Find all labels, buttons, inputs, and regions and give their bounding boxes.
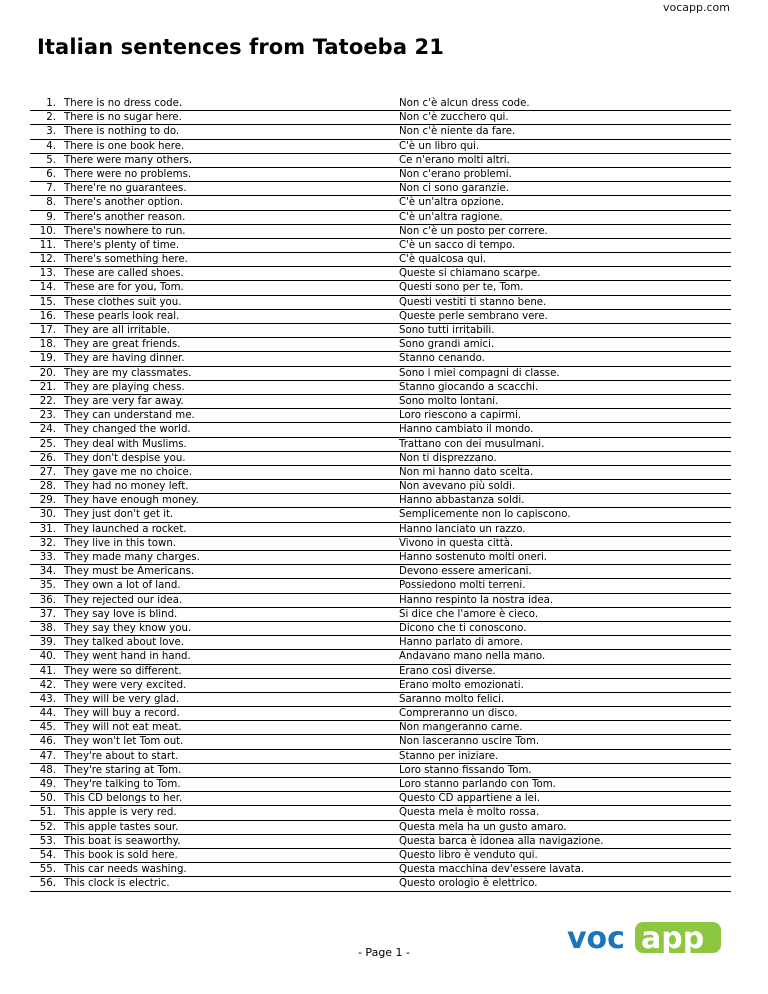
row-number: 9. [46, 211, 56, 223]
english-sentence: They launched a rocket. [64, 523, 187, 535]
row-number: 49. [39, 779, 56, 790]
italian-sentence: Trattano con dei musulmani. [399, 438, 545, 450]
italian-sentence: Non c'è zucchero qui. [399, 112, 509, 124]
italian-sentence: Hanno cambiato il mondo. [399, 424, 534, 436]
italian-sentence: Loro riescono a capirmi. [399, 410, 522, 422]
english-sentence: They just don't get it. [64, 509, 174, 521]
english-sentence: They deal with Muslims. [64, 438, 187, 450]
table-row [30, 565, 731, 579]
italian-sentence: Andavano mano nella mano. [399, 651, 546, 663]
row-number: 54. [39, 849, 56, 861]
row-number: 32. [39, 537, 56, 549]
english-sentence: They will not eat meat. [64, 722, 182, 734]
english-sentence: They made many charges. [64, 552, 200, 563]
table-row [30, 267, 731, 281]
row-number: 38. [39, 622, 56, 634]
table-row [30, 140, 731, 154]
italian-sentence: Hanno respinto la nostra idea. [399, 594, 554, 606]
english-sentence: They went hand in hand. [64, 651, 191, 663]
english-sentence: They say they know you. [64, 622, 192, 634]
table-row [30, 863, 731, 877]
row-number: 28. [39, 481, 56, 493]
italian-sentence: Non c'erano problemi. [399, 168, 512, 180]
table-row [30, 452, 731, 466]
row-number: 29. [39, 495, 56, 507]
table-row [30, 310, 731, 324]
row-number: 26. [39, 452, 56, 464]
table-row [30, 537, 731, 551]
english-sentence: There is nothing to do. [64, 126, 180, 138]
english-sentence: They talked about love. [64, 637, 185, 649]
italian-sentence: Si dice che l'amore è cieco. [399, 608, 539, 620]
english-sentence: They say love is blind. [64, 608, 178, 620]
site-label: vocapp.com [663, 1, 730, 14]
svg-text:app: app [641, 921, 705, 956]
row-number: 42. [39, 679, 56, 691]
table-row [30, 338, 731, 352]
table-row [30, 579, 731, 593]
row-number: 2. [46, 112, 56, 124]
italian-sentence: Stanno cenando. [399, 353, 485, 365]
table-row [30, 239, 731, 253]
row-number: 35. [39, 580, 56, 592]
row-number: 12. [39, 254, 56, 266]
italian-sentence: Stanno giocando a scacchi. [399, 381, 539, 393]
table-row [30, 466, 731, 480]
english-sentence: These clothes suit you. [64, 296, 182, 308]
table-row [30, 735, 731, 749]
italian-sentence: Questi sono per te, Tom. [399, 282, 524, 294]
english-sentence: There is no sugar here. [64, 112, 182, 124]
table-row [30, 352, 731, 366]
row-number: 50. [39, 793, 56, 805]
row-number: 21. [39, 381, 56, 393]
table-row [30, 324, 731, 338]
sentence-list [30, 97, 731, 892]
english-sentence: They have enough money. [64, 495, 199, 507]
row-number: 8. [46, 197, 56, 209]
english-sentence: They were very excited. [64, 679, 187, 691]
english-sentence: These are called shoes. [64, 268, 184, 280]
table-row [30, 125, 731, 139]
row-number: 20. [39, 367, 56, 379]
table-row [30, 750, 731, 764]
english-sentence: They had no money left. [64, 481, 189, 493]
table-row [30, 182, 731, 196]
italian-sentence: Devono essere americani. [399, 566, 532, 578]
table-row [30, 97, 731, 111]
row-number: 39. [39, 637, 56, 649]
english-sentence: There's something here. [64, 254, 188, 266]
english-sentence: There's plenty of time. [64, 239, 180, 251]
table-row [30, 835, 731, 849]
row-number: 41. [39, 665, 56, 677]
english-sentence: There're no guarantees. [64, 183, 187, 195]
row-number: 7. [46, 183, 56, 195]
table-row [30, 423, 731, 437]
english-sentence: There's another reason. [64, 211, 186, 223]
page-footer: - Page 1 - [357, 946, 411, 959]
table-row [30, 693, 731, 707]
table-row [30, 211, 731, 225]
table-row [30, 650, 731, 664]
table-row [30, 494, 731, 508]
row-number: 3. [46, 126, 56, 138]
row-number: 45. [39, 722, 56, 734]
english-sentence: They will buy a record. [64, 708, 180, 720]
row-number: 37. [39, 608, 56, 620]
row-number: 56. [39, 878, 56, 890]
english-sentence: They changed the world. [64, 424, 191, 436]
italian-sentence: Ce n'erano molti altri. [399, 154, 510, 166]
italian-sentence: Non c'è niente da fare. [399, 126, 516, 138]
english-sentence: This book is sold here. [64, 849, 178, 861]
english-sentence: There's nowhere to run. [64, 225, 186, 237]
italian-sentence: Loro stanno fissando Tom. [399, 764, 532, 776]
english-sentence: They won't let Tom out. [64, 736, 184, 748]
table-row [30, 168, 731, 182]
table-row [30, 721, 731, 735]
row-number: 5. [46, 154, 56, 166]
italian-sentence: Non c'è alcun dress code. [399, 98, 530, 109]
row-number: 19. [39, 353, 56, 365]
italian-sentence: Hanno sostenuto molti oneri. [399, 552, 548, 563]
italian-sentence: Non c'è un posto per correre. [399, 225, 548, 237]
italian-sentence: Questo orologio è elettrico. [399, 878, 538, 890]
english-sentence: These are for you, Tom. [64, 282, 184, 294]
row-number: 47. [39, 750, 56, 762]
english-sentence: This apple is very red. [64, 807, 177, 819]
table-row [30, 154, 731, 168]
row-number: 44. [39, 708, 56, 720]
english-sentence: They will be very glad. [64, 693, 180, 705]
english-sentence: There is no dress code. [64, 98, 183, 109]
italian-sentence: Queste perle sembrano vere. [399, 310, 548, 322]
english-sentence: They live in this town. [64, 537, 177, 549]
table-row [30, 551, 731, 565]
english-sentence: They must be Americans. [64, 566, 195, 578]
english-sentence: This boat is seaworthy. [64, 835, 181, 847]
italian-sentence: Non lasceranno uscire Tom. [399, 736, 540, 748]
table-row [30, 806, 731, 820]
table-row [30, 707, 731, 721]
italian-sentence: C'è un sacco di tempo. [399, 239, 516, 251]
row-number: 15. [39, 296, 56, 308]
italian-sentence: Dicono che ti conoscono. [399, 622, 527, 634]
table-row [30, 395, 731, 409]
italian-sentence: Saranno molto felici. [399, 693, 505, 705]
row-number: 30. [39, 509, 56, 521]
english-sentence: They can understand me. [64, 410, 195, 422]
english-sentence: There is one book here. [64, 140, 185, 152]
table-row [30, 523, 731, 537]
italian-sentence: Possiedono molti terreni. [399, 580, 526, 592]
table-row [30, 253, 731, 267]
italian-sentence: Hanno abbastanza soldi. [399, 495, 525, 507]
italian-sentence: C'è un'altra ragione. [399, 211, 503, 223]
table-row [30, 877, 731, 891]
table-row [30, 622, 731, 636]
row-number: 55. [39, 864, 56, 876]
table-row [30, 225, 731, 239]
italian-sentence: Non avevano più soldi. [399, 481, 516, 493]
italian-sentence: Sono molto lontani. [399, 395, 499, 407]
row-number: 13. [39, 268, 56, 280]
english-sentence: They are having dinner. [64, 353, 185, 365]
row-number: 23. [39, 410, 56, 422]
italian-sentence: Non ti disprezzano. [399, 452, 497, 464]
row-number: 1. [46, 98, 56, 109]
table-row [30, 665, 731, 679]
italian-sentence: Queste si chiamano scarpe. [399, 268, 541, 280]
italian-sentence: Semplicemente non lo capiscono. [399, 509, 571, 521]
row-number: 34. [39, 566, 56, 578]
row-number: 22. [39, 395, 56, 407]
row-number: 10. [39, 225, 56, 237]
table-row [30, 409, 731, 423]
italian-sentence: Sono tutti irritabili. [399, 325, 495, 336]
english-sentence: They are playing chess. [64, 381, 185, 393]
row-number: 17. [39, 325, 56, 336]
english-sentence: These pearls look real. [64, 310, 180, 322]
italian-sentence: C'è qualcosa qui. [399, 254, 487, 266]
table-row [30, 821, 731, 835]
row-number: 25. [39, 438, 56, 450]
english-sentence: They gave me no choice. [64, 466, 193, 478]
row-number: 24. [39, 424, 56, 436]
row-number: 11. [39, 239, 56, 251]
table-row [30, 764, 731, 778]
italian-sentence: C'è un'altra opzione. [399, 197, 504, 209]
italian-sentence: Questa mela è molto rossa. [399, 807, 540, 819]
row-number: 40. [39, 651, 56, 663]
table-row [30, 636, 731, 650]
english-sentence: There were many others. [64, 154, 193, 166]
table-row [30, 480, 731, 494]
english-sentence: This apple tastes sour. [64, 821, 179, 833]
italian-sentence: Hanno lanciato un razzo. [399, 523, 526, 535]
table-row [30, 196, 731, 210]
italian-sentence: Non mi hanno dato scelta. [399, 466, 534, 478]
table-row [30, 508, 731, 522]
table-row [30, 281, 731, 295]
page-title: Italian sentences from Tatoeba 21 [37, 35, 444, 59]
italian-sentence: Loro stanno parlando con Tom. [399, 779, 556, 790]
table-row [30, 778, 731, 792]
italian-sentence: Sono grandi amici. [399, 339, 495, 351]
english-sentence: This CD belongs to her. [64, 793, 183, 805]
table-row [30, 367, 731, 381]
table-row [30, 594, 731, 608]
italian-sentence: Compreranno un disco. [399, 708, 518, 720]
italian-sentence: Questa barca è idonea alla navigazione. [399, 835, 604, 847]
italian-sentence: Stanno per iniziare. [399, 750, 499, 762]
row-number: 36. [39, 594, 56, 606]
table-row [30, 111, 731, 125]
row-number: 51. [39, 807, 56, 819]
row-number: 6. [46, 168, 56, 180]
english-sentence: They don't despise you. [64, 452, 186, 464]
english-sentence: This clock is electric. [64, 878, 170, 890]
table-row [30, 679, 731, 693]
italian-sentence: C'è un libro qui. [399, 140, 480, 152]
row-number: 14. [39, 282, 56, 294]
english-sentence: They're about to start. [64, 750, 179, 762]
english-sentence: There were no problems. [64, 168, 192, 180]
row-number: 48. [39, 764, 56, 776]
table-row [30, 438, 731, 452]
english-sentence: They are my classmates. [64, 367, 192, 379]
italian-sentence: Questa macchina dev'essere lavata. [399, 864, 585, 876]
vocapp-logo [567, 920, 723, 956]
row-number: 53. [39, 835, 56, 847]
table-row [30, 296, 731, 310]
table-row [30, 849, 731, 863]
row-number: 27. [39, 466, 56, 478]
italian-sentence: Non ci sono garanzie. [399, 183, 509, 195]
table-row [30, 608, 731, 622]
row-number: 18. [39, 339, 56, 351]
english-sentence: They are great friends. [64, 339, 181, 351]
italian-sentence: Hanno parlato di amore. [399, 637, 524, 649]
row-number: 33. [39, 552, 56, 563]
italian-sentence: Non mangeranno carne. [399, 722, 523, 734]
english-sentence: They're talking to Tom. [64, 779, 181, 790]
english-sentence: There's another option. [64, 197, 184, 209]
italian-sentence: Sono i miei compagni di classe. [399, 367, 560, 379]
italian-sentence: Vivono in questa città. [399, 537, 514, 549]
italian-sentence: Questo CD appartiene a lei. [399, 793, 541, 805]
english-sentence: This car needs washing. [64, 864, 187, 876]
row-number: 43. [39, 693, 56, 705]
english-sentence: They rejected our idea. [64, 594, 183, 606]
row-number: 52. [39, 821, 56, 833]
table-row [30, 792, 731, 806]
table-row [30, 381, 731, 395]
italian-sentence: Questa mela ha un gusto amaro. [399, 821, 567, 833]
italian-sentence: Questi vestiti ti stanno bene. [399, 296, 547, 308]
italian-sentence: Erano molto emozionati. [399, 679, 524, 691]
english-sentence: They're staring at Tom. [64, 764, 182, 776]
english-sentence: They own a lot of land. [64, 580, 181, 592]
italian-sentence: Erano così diverse. [399, 665, 496, 677]
english-sentence: They are all irritable. [64, 325, 170, 336]
row-number: 16. [39, 310, 56, 322]
row-number: 4. [46, 140, 56, 152]
row-number: 31. [39, 523, 56, 535]
italian-sentence: Questo libro è venduto qui. [399, 849, 538, 861]
english-sentence: They were so different. [64, 665, 182, 677]
english-sentence: They are very far away. [64, 395, 184, 407]
row-number: 46. [39, 736, 56, 748]
svg-text:voc: voc [567, 921, 625, 956]
